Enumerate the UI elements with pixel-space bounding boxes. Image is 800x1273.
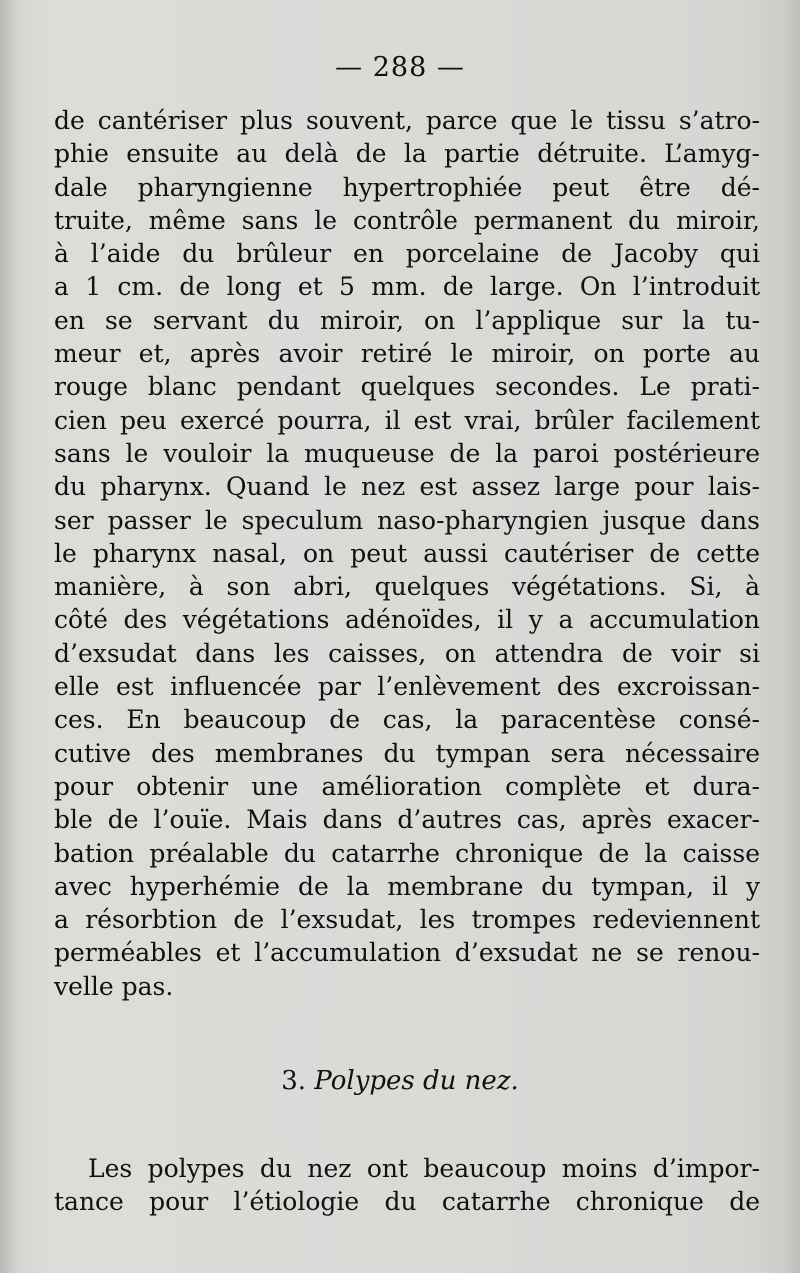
text-line: sans le vouloir la muqueuse de la paroi postérieure [54,438,760,468]
text-line: cien peu exercé pourra, il est vrai, brûler facilement [54,405,760,435]
text-line: d’exsudat dans les caisses, on attendra de voir si [54,638,760,668]
text-line: le pharynx nasal, on peut aussi cautériser de cette [54,538,760,568]
text-line: dale pharyngienne hypertrophiée peut être dé- [54,172,760,202]
text-line: a 1 cm. de long et 5 mm. de large. On l’introduit [54,272,760,302]
section-title: Polypes du nez. [314,1066,519,1096]
paragraph-1 [54,104,760,1003]
text-line: tance pour l’étiologie du catarrhe chronique de [54,1187,760,1217]
text-line: truite, même sans le contrôle permanent du miroir, [54,205,760,235]
text-line: manière, à son abri, quelques végétations. Si, à [54,572,760,602]
text-line: de cantériser plus souvent, parce que le tissu s’atro- [54,106,760,135]
text-line: Les polypes du nez ont beaucoup moins d’impor- [88,1154,760,1183]
text-line: en se servant du miroir, on l’applique sur la tu- [54,305,760,335]
section-heading [0,1066,800,1096]
text-line: cutive des membranes du tympan sera nécessaire [54,738,760,768]
text-line: ser passer le speculum naso-pharyngien jusque dans [54,505,760,535]
text-line: côté des végétations adénoïdes, il y a accumulation [54,605,760,635]
text-line: perméables et l’accumulation d’exsudat ne se renou- [54,938,760,968]
text-line: pour obtenir une amélioration complète et dura- [54,771,760,801]
text-line: du pharynx. Quand le nez est assez large pour lais- [54,472,760,502]
text-line: avec hyperhémie de la membrane du tympan, il y [54,871,760,901]
text-line: rouge blanc pendant quelques secondes. Le prati- [54,372,760,402]
text-line: elle est influencée par l’enlèvement des excroissan- [54,672,760,702]
text-line: ble de l’ouïe. Mais dans d’autres cas, après exacer- [54,805,760,835]
text-line: meur et, après avoir retiré le miroir, on porte au [54,339,760,369]
page-number: — 288 — [335,52,465,83]
text-line: à l’aide du brûleur en porcelaine de Jacoby qui [54,239,760,269]
section-number: 3. [281,1066,307,1096]
text-line: velle pas. [54,971,174,1001]
paragraph-2 [54,1152,760,1219]
text-line: phie ensuite au delà de la partie détruite. L’amyg- [54,139,760,169]
text-line: ces. En beaucoup de cas, la paracentèse consé- [54,705,760,735]
text-line: a résorbtion de l’exsudat, les trompes redeviennent [54,905,760,935]
text-line: bation préalable du catarrhe chronique de la caisse [54,838,760,868]
